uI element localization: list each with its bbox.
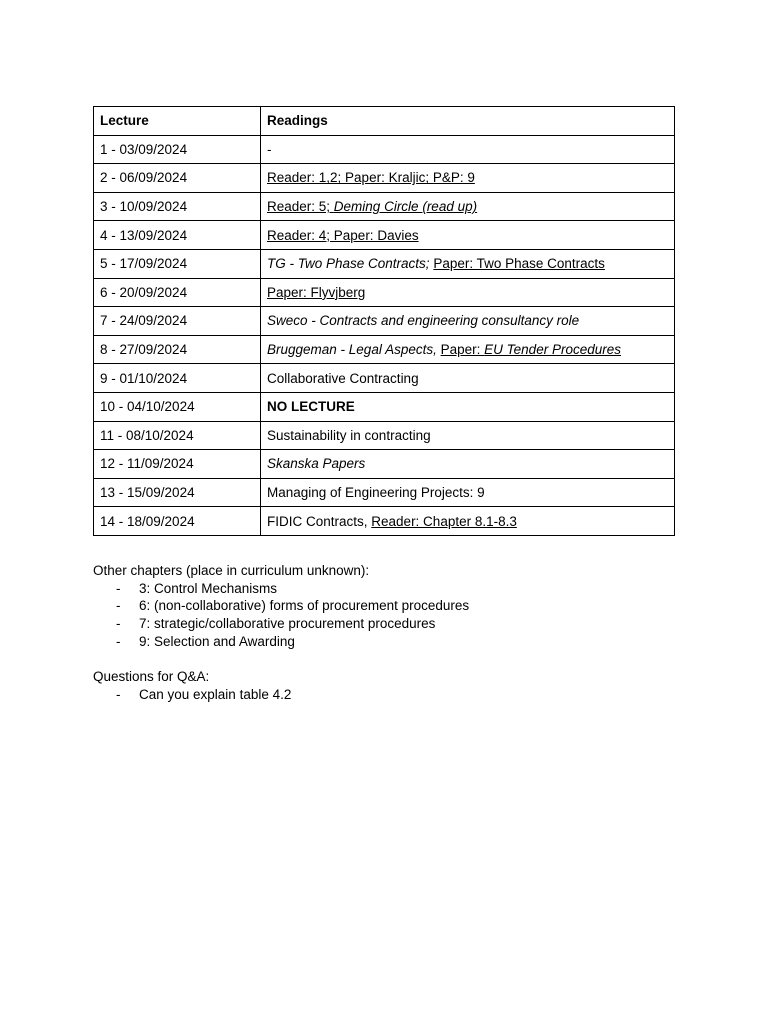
readings-cell — [261, 164, 675, 193]
header-readings: Readings — [261, 107, 675, 136]
lecture-cell: 6 - 20/09/2024 — [94, 278, 261, 307]
table-row — [94, 507, 675, 536]
bullet-dash: - — [116, 580, 121, 596]
readings-cell — [261, 478, 675, 507]
other-chapter-item — [93, 633, 693, 651]
table-row — [94, 164, 675, 193]
other-chapter-item-text: 6: (non-collaborative) forms of procurement procedures — [139, 598, 470, 614]
reading-text: NO LECTURE — [267, 399, 355, 415]
bullet-dash: - — [116, 633, 121, 649]
readings-cell — [261, 392, 675, 421]
readings-cell — [261, 249, 675, 278]
readings-cell — [261, 335, 675, 364]
reading-link[interactable]: Reader: Chapter 8.1-8.3 — [371, 513, 517, 529]
other-chapter-item-text: 3: Control Mechanisms — [139, 580, 278, 596]
other-chapters-section — [93, 562, 693, 651]
lecture-cell: 4 - 13/09/2024 — [94, 221, 261, 250]
other-chapters-heading: Other chapters (place in curriculum unknown): — [93, 563, 370, 578]
readings-cell — [261, 307, 675, 336]
reading-text: Managing of Engineering Projects: 9 — [267, 485, 485, 501]
lecture-cell: 8 - 27/09/2024 — [94, 335, 261, 364]
other-chapter-item — [93, 580, 693, 598]
table-row — [94, 450, 675, 479]
table-row — [94, 307, 675, 336]
lecture-cell: 7 - 24/09/2024 — [94, 307, 261, 336]
reading-text: Collaborative Contracting — [267, 370, 419, 386]
table-row — [94, 221, 675, 250]
table-header-row — [94, 107, 675, 136]
table-row — [94, 278, 675, 307]
table-row — [94, 135, 675, 164]
readings-cell — [261, 221, 675, 250]
reading-text: FIDIC Contracts, — [267, 513, 372, 529]
table-body — [94, 135, 675, 535]
reading-text: Sustainability in contracting — [267, 427, 431, 443]
readings-cell — [261, 450, 675, 479]
bullet-dash: - — [116, 616, 121, 632]
table-row — [94, 478, 675, 507]
reading-link[interactable]: Reader: 5; — [267, 199, 334, 215]
reading-link[interactable]: Paper: Two Phase Contracts — [433, 256, 605, 272]
table-row — [94, 364, 675, 393]
reading-text: TG - Two Phase Contracts; — [267, 256, 430, 272]
reading-link[interactable]: Paper: — [440, 342, 485, 358]
bullet-dash: - — [116, 686, 121, 702]
table-row — [94, 192, 675, 221]
reading-link[interactable]: Reader: 4; Paper: Davies — [267, 227, 419, 243]
lecture-cell: 1 - 03/09/2024 — [94, 135, 261, 164]
table-row — [94, 421, 675, 450]
readings-cell — [261, 278, 675, 307]
lecture-cell: 12 - 11/09/2024 — [94, 450, 261, 479]
reading-text: Sweco - Contracts and engineering consultancy role — [267, 313, 580, 329]
lecture-cell: 9 - 01/10/2024 — [94, 364, 261, 393]
reading-link[interactable]: Deming Circle (read up) — [333, 199, 478, 215]
other-chapter-item-text: 7: strategic/collaborative procurement procedures — [139, 616, 436, 632]
table-row — [94, 249, 675, 278]
question-item-text: Can you explain table 4.2 — [139, 686, 292, 702]
reading-text: - — [267, 141, 272, 157]
question-item — [93, 686, 693, 704]
lecture-cell: 14 - 18/09/2024 — [94, 507, 261, 536]
readings-cell — [261, 421, 675, 450]
reading-text: Skanska Papers — [267, 456, 366, 472]
lecture-cell: 11 - 08/10/2024 — [94, 421, 261, 450]
other-chapter-item — [93, 597, 693, 615]
lecture-cell: 3 - 10/09/2024 — [94, 192, 261, 221]
other-chapters-list — [93, 580, 693, 651]
readings-cell — [261, 135, 675, 164]
table-row — [94, 335, 675, 364]
reading-link[interactable]: Reader: 1,2; Paper: Kraljic; P&P: 9 — [267, 170, 475, 186]
lecture-cell: 13 - 15/09/2024 — [94, 478, 261, 507]
header-lecture: Lecture — [94, 107, 261, 136]
reading-link[interactable]: Paper: Flyvjberg — [267, 284, 366, 300]
readings-cell — [261, 192, 675, 221]
reading-link[interactable]: EU Tender Procedures — [484, 342, 621, 358]
bullet-dash: - — [116, 598, 121, 614]
lecture-cell: 10 - 04/10/2024 — [94, 392, 261, 421]
lecture-cell: 2 - 06/09/2024 — [94, 164, 261, 193]
lecture-cell: 5 - 17/09/2024 — [94, 249, 261, 278]
readings-cell — [261, 364, 675, 393]
questions-section — [93, 668, 693, 703]
questions-list — [93, 686, 693, 704]
table-row — [94, 392, 675, 421]
other-chapter-item — [93, 615, 693, 633]
lecture-schedule-table — [93, 106, 675, 536]
other-chapter-item-text: 9: Selection and Awarding — [139, 633, 295, 649]
questions-heading: Questions for Q&A: — [93, 669, 210, 684]
readings-cell — [261, 507, 675, 536]
reading-text: Bruggeman - Legal Aspects, — [267, 342, 437, 358]
